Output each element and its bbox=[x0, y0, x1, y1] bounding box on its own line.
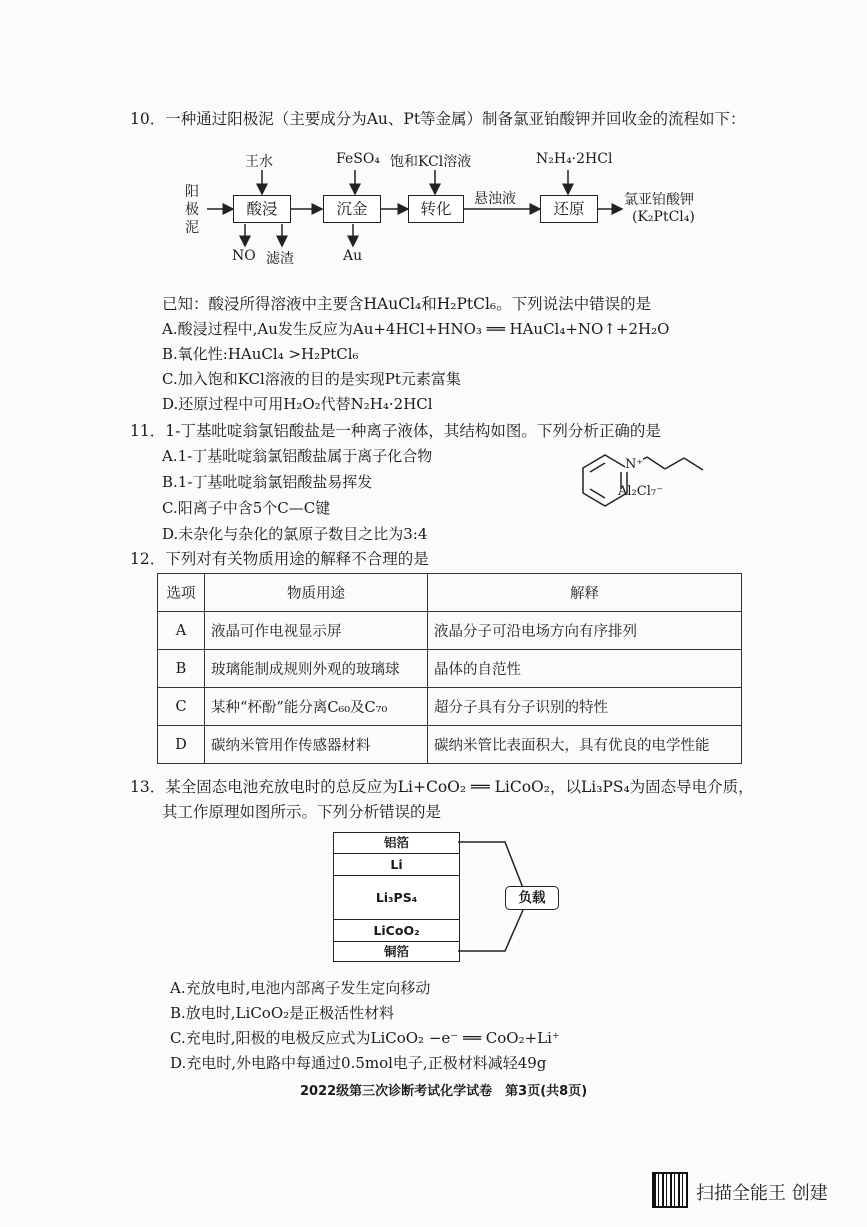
flow-input-n2h4: N₂H₄·2HCl bbox=[536, 151, 613, 167]
table-cell: 液晶分子可沿电场方向有序排列 bbox=[428, 612, 742, 650]
table-cell: A bbox=[158, 612, 205, 650]
flow-start-2: 极 bbox=[185, 202, 199, 218]
flow-output-residue: 滤渣 bbox=[266, 251, 294, 267]
layer-li: Li bbox=[334, 853, 459, 876]
table-cell: B bbox=[158, 650, 205, 688]
flow-arrows bbox=[0, 0, 867, 290]
pyridinium-ring-drawing bbox=[550, 445, 720, 515]
table-header-cell: 物质用途 bbox=[205, 574, 428, 612]
flow-start-1: 阳 bbox=[185, 184, 199, 200]
flow-box-acid-leach: 酸浸 bbox=[233, 195, 291, 223]
flow-start-3: 泥 bbox=[185, 220, 199, 236]
flow-input-aqua-regia: 王水 bbox=[245, 154, 273, 170]
layer-copper-foil: 铜箔 bbox=[334, 941, 459, 962]
table-header-row bbox=[158, 574, 742, 612]
table-cell: D bbox=[158, 726, 205, 764]
table-header-cell: 解释 bbox=[428, 574, 742, 612]
q11-option-b: B.1-丁基吡啶翁氯铝酸盐易挥发 bbox=[162, 473, 373, 491]
q13-option-d: D.充电时,外电路中每通过0.5mol电子,正极材料减轻49g bbox=[170, 1054, 547, 1072]
q10-option-c: C.加入饱和KCl溶液的目的是实现Pt元素富集 bbox=[162, 370, 461, 388]
q10-option-d: D.还原过程中可用H₂O₂代替N₂H₄·2HCl bbox=[162, 395, 433, 413]
flow-product: 氯亚铂酸钾 bbox=[624, 192, 694, 208]
table-row bbox=[158, 688, 742, 726]
layer-li3ps4: Li₃PS₄ bbox=[334, 875, 459, 920]
table-cell: 玻璃能制成规则外观的玻璃球 bbox=[205, 650, 428, 688]
q13-option-c: C.充电时,阳极的电极反应式为LiCoO₂ −e⁻ ══ CoO₂+Li⁺ bbox=[170, 1029, 560, 1047]
qr-code-icon bbox=[652, 1172, 688, 1208]
q11-option-a: A.1-丁基吡啶翁氯铝酸盐属于离子化合物 bbox=[162, 447, 433, 465]
layer-aluminum-foil: 铝箔 bbox=[383, 835, 409, 850]
table-cell: 液晶可作电视显示屏 bbox=[205, 612, 428, 650]
structure-anion: Al₂Cl₇⁻ bbox=[618, 484, 663, 499]
q10-stem: 10．一种通过阳极泥（主要成分为Au、Pt等金属）制备氯亚铂酸钾并回收金的流程如下： bbox=[130, 110, 746, 128]
q13-stem-line1: 13．某全固态电池充放电时的总反应为Li+CoO₂ ══ LiCoO₂，以Li₃PS₄为固态导电介质， bbox=[130, 778, 754, 796]
table-cell: 晶体的自范性 bbox=[428, 650, 742, 688]
battery-cell-stack bbox=[333, 832, 460, 962]
q11-stem: 11．1-丁基吡啶翁氯铝酸盐是一种离子液体，其结构如图。下列分析正确的是 bbox=[130, 422, 661, 440]
flow-input-kcl: 饱和KCl溶液 bbox=[390, 154, 472, 170]
q13-option-a: A.充放电时,电池内部离子发生定向移动 bbox=[170, 979, 431, 997]
table-cell: 碳纳米管比表面积大，具有优良的电学性能 bbox=[428, 726, 742, 764]
table-row bbox=[158, 650, 742, 688]
layer-licoo2: LiCoO₂ bbox=[334, 919, 459, 942]
watermark-text: 扫描全能王 创建 bbox=[696, 1183, 828, 1204]
q11-option-d: D.未杂化与杂化的氯原子数目之比为3:4 bbox=[162, 525, 428, 543]
flow-output-au: Au bbox=[343, 248, 363, 264]
table-cell: 超分子具有分子识别的特性 bbox=[428, 688, 742, 726]
q10-option-a: A.酸浸过程中,Au发生反应为Au+4HCl+HNO₃ ══ HAuCl₄+NO↑+2H₂O bbox=[162, 320, 670, 338]
q10-option-b: B.氧化性:HAuCl₄ >H₂PtCl₆ bbox=[162, 345, 359, 363]
q13-stem-line2: 其工作原理如图所示。下列分析错误的是 bbox=[162, 803, 442, 821]
table-row bbox=[158, 726, 742, 764]
q13-option-b: B.放电时,LiCoO₂是正极活性材料 bbox=[170, 1004, 395, 1022]
table-cell: 某种“杯酚”能分离C₆₀及C₇₀ bbox=[205, 688, 428, 726]
flow-input-feso4: FeSO₄ bbox=[336, 151, 380, 167]
flow-box-gold-precip: 沉金 bbox=[323, 195, 381, 223]
table-row bbox=[158, 612, 742, 650]
q10-known: 已知：酸浸所得溶液中主要含HAuCl₄和H₂PtCl₆。下列说法中错误的是 bbox=[162, 295, 652, 313]
load-box: 负载 bbox=[505, 886, 559, 910]
flow-product-formula: (K₂PtCl₄) bbox=[632, 209, 695, 225]
flow-mid-suspension: 悬浊液 bbox=[474, 191, 516, 207]
flow-box-reduction: 还原 bbox=[540, 195, 598, 223]
flow-box-transform: 转化 bbox=[408, 195, 464, 223]
q12-stem: 12．下列对有关物质用途的解释不合理的是 bbox=[130, 550, 429, 568]
q12-table bbox=[157, 573, 742, 764]
table-cell: 碳纳米管用作传感器材料 bbox=[205, 726, 428, 764]
q11-option-c: C.阳离子中含5个C—C键 bbox=[162, 499, 331, 517]
flow-output-no: NO bbox=[232, 248, 256, 264]
table-cell: C bbox=[158, 688, 205, 726]
table-header-cell: 选项 bbox=[158, 574, 205, 612]
page-footer: 2022级第三次诊断考试化学试卷 第3页(共8页) bbox=[300, 1084, 588, 1099]
structure-n-plus: N⁺ bbox=[625, 457, 644, 472]
